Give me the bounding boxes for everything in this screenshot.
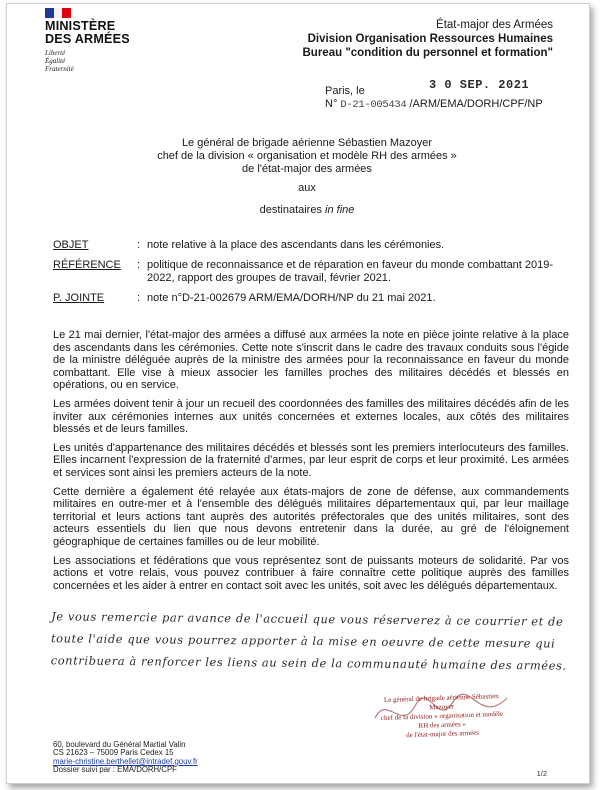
subject-row [53, 239, 569, 252]
ministry-name-line2: DES ARMÉES [45, 32, 130, 46]
place-label: Paris, le [325, 85, 365, 97]
letter-body [53, 329, 569, 598]
body-paragraph: Les associations et fédérations que vous représentez sont de puissants moteurs de solidarité. Par vos actions et votre relais, vous pouvez contribuer à faire connaître cette politique auprès des familles concernées et les aider à entrer en contact soit avec les unités, soit avec les délégués départementaux. [53, 554, 569, 592]
subject-table [53, 239, 569, 312]
subject-value: note relative à la place des ascendants dans les cérémonies. [147, 239, 445, 251]
page-number: 1/2 [536, 769, 547, 778]
signature-line1: Le général de brigade aérienne Sébastien Mazoyer [383, 692, 499, 712]
motto-liberte: Liberté [45, 49, 66, 57]
ref-stamp-number: D-21-005434 [340, 99, 407, 111]
date-stamp: 3 0 SEP. 2021 [429, 78, 530, 92]
ref-suffix: /ARM/EMA/DORH/CPF/NP [409, 98, 543, 110]
subject-separator: : [137, 239, 141, 251]
footer-block [53, 741, 198, 775]
sender-line2: chef de la division « organisation et modèle RH des armées » [157, 150, 457, 162]
header-line-etat-major: État-major des Armées [436, 19, 553, 31]
motto-fraternite: Fraternité [45, 65, 74, 73]
reference-number [325, 97, 543, 112]
reference-row [53, 259, 569, 285]
ref-prefix: N° [325, 98, 338, 110]
attachment-key: P. JOINTE [53, 292, 105, 304]
issuer-header [303, 18, 554, 60]
attachment-row [53, 292, 569, 305]
footer-address2: CS 21623 – 75009 Paris Cedex 15 [53, 748, 174, 758]
handwritten-note: Je vous remercie par avance de l'accueil que vous réserverez à ce courrier et de toute l'aide que vous pourrez apporter à la mise en oeuvre de cette mesure qui contribuera à renforcer les liens au sein de la communauté humaine des armées. [50, 609, 567, 673]
reference-separator: : [137, 259, 141, 271]
body-paragraph: Cette dernière a également été relayée aux états-majors de zone de défense, aux commandements militaires en outre-mer et à l'ensemble des délégués militaires départementaux qui, par leur maillage territorial et leurs actions tant auprès des autorités préfectorales que des unités militaires, sont des acteurs essentiels du lien que nous devons entretenir dans la durée, au gré de l'éloignement géographique de certaines familles ou de leur mobilité. [53, 485, 569, 548]
ministry-logo [45, 8, 155, 73]
sender-line3: de l'état-major des armées [242, 163, 372, 175]
recipients-line [77, 204, 537, 217]
footer-email-link[interactable]: marie-christine.berthellet@intradef.gouv.fr [53, 756, 198, 766]
attachment-value: note n°D-21-002679 ARM/EMA/DORH/NP du 21 mai 2021. [147, 292, 436, 304]
body-paragraph: Les unités d'appartenance des militaires décédés et blessés sont les premiers interlocuteurs des familles. Elles incarnent l'expression de la fraternité d'armes, par leur esprit de corps et leur proximité. Les armées et services sont ainsi les premiers acteurs de la note. [53, 441, 569, 479]
french-flag-icon [45, 8, 71, 18]
signature-stamp [376, 692, 507, 742]
reference-key: RÉFÉRENCE [53, 259, 121, 271]
ministry-name-line1: MINISTÈRE [45, 19, 116, 33]
sender-block [77, 137, 537, 217]
attachment-separator: : [137, 292, 141, 304]
sender-aux: aux [298, 182, 316, 194]
motto-egalite: Égalité [45, 57, 66, 65]
subject-key: OBJET [53, 239, 89, 251]
signature-line2: chef de la division « organisation et modèle RH des armées » [380, 709, 504, 730]
signature-line3: de l'état-major des armées [405, 728, 480, 740]
reference-value: politique de reconnaissance et de réparation en faveur du monde combattant 2019-2022, rapport des groupes de travail, février 2021. [147, 259, 554, 284]
body-paragraph: Le 21 mai dernier, l'état-major des armées a diffusé aux armées la note en pièce jointe relative à la place des ascendants dans les cérémonies. Cette note s'inscrit dans le cadre des travaux conduits sous l'égide de la ministre déléguée auprès de la ministre des armées pour la reconnaissance en faveur du monde combattant. Elle vise à mieux associer les familles proches des militaires décédés et blessés en opérations, ou en service. [53, 329, 569, 392]
body-paragraph: Les armées doivent tenir à jour un recueil des coordonnées des familles des militaires décédés afin de les inviter aux cérémonies internes aux unités concernées et externes locales, aux côtés des militaires blessés et de leurs familles. [53, 397, 569, 436]
header-line-division: Division Organisation Ressources Humaines [307, 33, 553, 45]
recipients-in-fine: in fine [325, 204, 355, 216]
recipients-prefix: destinataires [259, 204, 322, 216]
footer-address1: 60, boulevard du Général Martial Valin [53, 740, 186, 749]
letter-page [6, 3, 590, 784]
footer-followed-by: Dossier suivi par : EMA/DORH/CPF [53, 765, 177, 775]
sender-line1: Le général de brigade aérienne Sébastien Mazoyer [181, 137, 433, 149]
header-line-bureau: Bureau "condition du personnel et formation" [302, 47, 553, 59]
